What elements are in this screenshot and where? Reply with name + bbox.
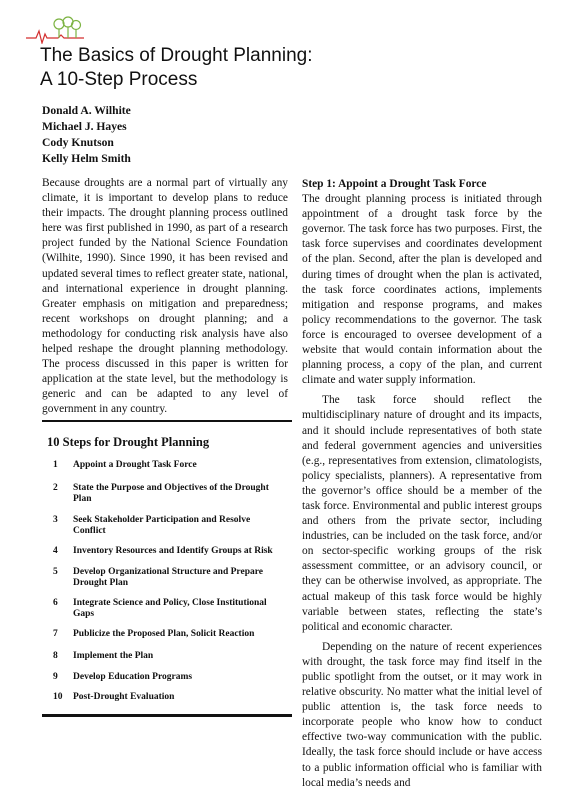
step-label: Publicize the Proposed Plan, Solicit Reaction (73, 629, 255, 639)
step-label: Post-Drought Evaluation (73, 692, 175, 702)
step-number: 7 (53, 629, 58, 639)
title-line-2: A 10-Step Process (40, 69, 198, 90)
step1-section (302, 177, 542, 791)
step-label: Develop Education Programs (73, 672, 193, 682)
step-number: 10 (53, 692, 63, 702)
page-title (40, 44, 313, 92)
step-number: 3 (53, 515, 58, 525)
tree-pulse-logo-icon (24, 16, 86, 44)
step-label: Appoint a Drought Task Force (73, 460, 197, 470)
step1-paragraph: Depending on the nature of recent experiences with drought, the task force may find itself in the public spotlight from the outset, or it may work in relative obscurity. No matter what the initial level of public attention is, the task force needs to incorporate people who know how to conduct effective two-way communication with the public. Ideally, the task force should include or have access to a public information official who is familiar with local media’s needs and (302, 640, 542, 789)
author-name: Donald A. Wilhite (42, 104, 131, 117)
author-list (42, 103, 131, 167)
title-line-1: The Basics of Drought Planning: (40, 45, 313, 66)
step-label: Develop Organizational Structure and Prepare Drought Plan (73, 567, 263, 588)
step-number: 4 (53, 546, 58, 556)
step-number: 6 (53, 598, 58, 608)
step1-heading: Step 1: Appoint a Drought Task Force (302, 178, 487, 190)
step-number: 5 (53, 567, 58, 577)
author-name: Cody Knutson (42, 136, 114, 149)
step-label: State the Purpose and Objectives of the Drought Plan (73, 483, 269, 504)
step1-paragraph: The drought planning process is initiated through appointment of a drought task force by the governor. The task force has two purposes. First, the task force supervises and coordinates development of the plan. Second, after the plan is developed and during times of drought when the plan is activated, the task force coordinates actions, implements mitigation and response programs, and makes policy recommendations to the governor. The task force is encouraged to oversee development of a website that would contain information about the planning process, a copy of the plan, and current climate and water supply information. (302, 193, 542, 387)
author-name: Michael J. Hayes (42, 120, 127, 133)
step-label: Inventory Resources and Identify Groups at Risk (73, 546, 273, 556)
step-label: Integrate Science and Policy, Close Institutional Gaps (73, 598, 267, 619)
step-number: 8 (53, 651, 58, 661)
steps-box-title: 10 Steps for Drought Planning (47, 435, 210, 449)
step1-paragraph: The task force should reflect the multidisciplinary nature of drought and its impacts, and it should include representatives of both state and federal government agencies and universities (e.g., representatives from extension, climatologists, policy specialists, planners). A representative from the governor’s office should be a member of the task force. Environmental and public interest groups and others from the private sector, including industries, can be included on the task force, and/or on sector-specific working groups of the risk assessment committee, or an advisory council, or they can be otherwise involved, as appropriate. The actual makeup of this task force would be highly variable between states, reflecting the state’s political and economic character. (302, 394, 542, 633)
step-label: Implement the Plan (73, 651, 154, 661)
step-label: Seek Stakeholder Participation and Resolve Conflict (73, 515, 251, 536)
author-name: Kelly Helm Smith (42, 152, 131, 165)
intro-paragraph: Because droughts are a normal part of virtually any climate, it is important to develop plans to reduce their impacts. The drought planning process outlined here was first published in 1990, as part of a research project funded by the National Science Foundation (Wilhite, 1990). Since 1990, it has been revised and updated several times to reflect greater state, national, and international experience in drought planning. Greater emphasis on mitigation and preparedness; recent workshops on drought planning; and a methodology for conducting risk analysis have also helped reshape the drought planning methodology. The process discussed in this paper is written for application at the state level, but the methodology is generic and can be adapted to any level of government in any country. (42, 177, 288, 416)
step-number: 9 (53, 672, 58, 682)
steps-sidebar-box (42, 420, 292, 717)
step-number: 2 (53, 483, 58, 493)
step-number: 1 (53, 460, 58, 470)
